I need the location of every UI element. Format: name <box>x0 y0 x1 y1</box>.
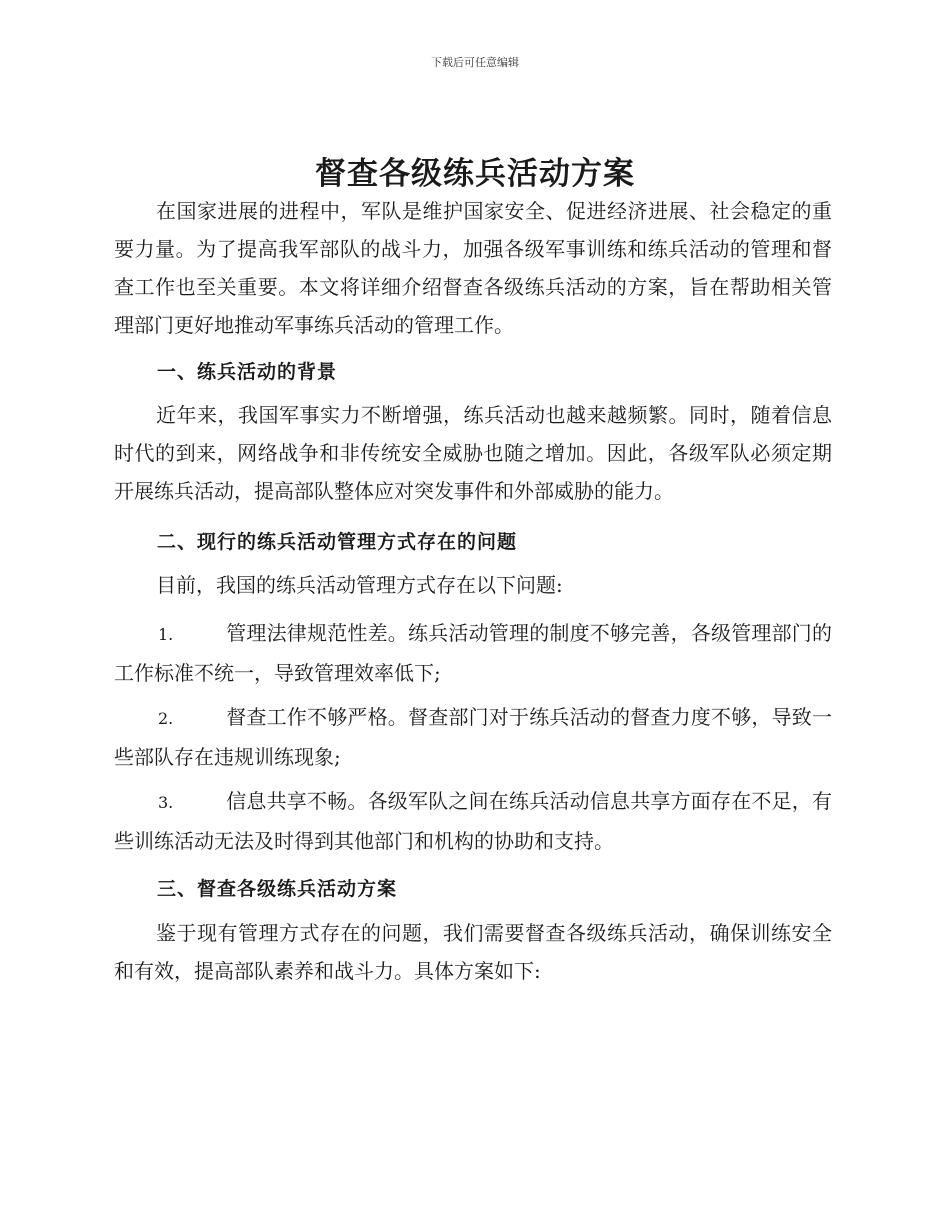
section-3-paragraph: 鉴于现有管理方式存在的问题，我们需要督查各级练兵活动，确保训练安全和有效，提高部队素养和战斗力。具体方案如下: <box>114 921 832 983</box>
list-item <box>114 614 832 692</box>
section-2-heading: 二、现行的练兵活动管理方式存在的问题 <box>157 531 518 553</box>
document-title: 督查各级练兵活动方案 <box>315 156 635 192</box>
list-item-text: 信息共享不畅。各级军队之间在练兵活动信息共享方面存在不足，有些训练活动无法及时得到其他部门和机构的协助和支持。 <box>114 789 832 853</box>
section-1-paragraph: 近年来，我国军事实力不断增强，练兵活动也越来越频繁。同时，随着信息时代的到来，网络战争和非传统安全威胁也随之增加。因此，各级军队必须定期开展练兵活动，提高部队整体应对突发事件和外部威胁的能力。 <box>114 403 832 503</box>
section-2-paragraph: 目前，我国的练兵活动管理方式存在以下问题: <box>156 573 563 597</box>
list-item <box>114 698 832 776</box>
list-item-text: 督查工作不够严格。督查部门对于练兵活动的督查力度不够，导致一些部队存在违规训练现象; <box>114 705 832 769</box>
header-note: 下载后可任意编辑 <box>431 56 519 69</box>
section-1-heading: 一、练兵活动的背景 <box>157 361 338 383</box>
list-item-text: 管理法律规范性差。练兵活动管理的制度不够完善，各级管理部门的工作标准不统一，导致管理效率低下; <box>114 621 832 685</box>
list-item-number: 3. <box>158 793 174 812</box>
list-item-number: 2. <box>158 709 174 728</box>
section-3-heading: 三、督查各级练兵活动方案 <box>157 878 398 900</box>
list-item <box>114 782 832 860</box>
list-item-number: 1. <box>158 625 174 644</box>
intro-paragraph: 在国家进展的进程中，军队是维护国家安全、促进经济进展、社会稳定的重要力量。为了提高我军部队的战斗力，加强各级军事训练和练兵活动的管理和督查工作也至关重要。本文将详细介绍督查各级练兵活动的方案，旨在帮助相关管理部门更好地推动军事练兵活动的管理工作。 <box>114 199 832 337</box>
